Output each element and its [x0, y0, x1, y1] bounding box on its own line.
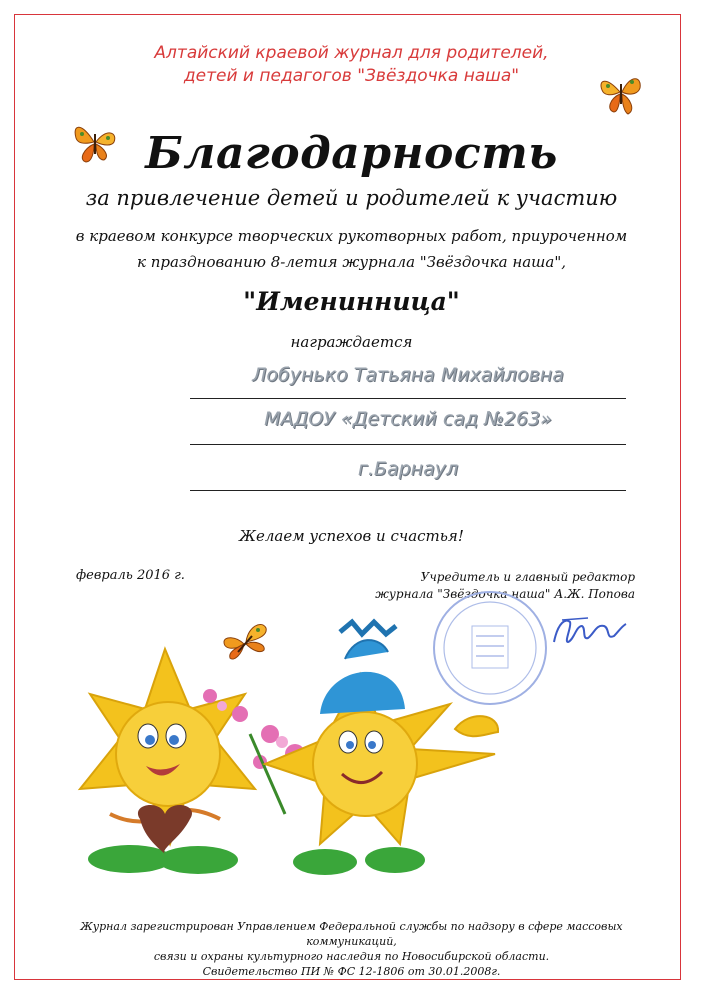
contest-description-line: в краевом конкурсе творческих рукотворных работ, приуроченном: [75, 227, 628, 245]
editor-line-2: журнала "Звёздочка наша" А.Ж. Попова: [375, 587, 635, 601]
footer-line-2: связи и охраны культурного наследия по Новосибирской области.: [153, 950, 550, 963]
contest-name: "Именинница": [243, 287, 460, 316]
organization-underline: [190, 444, 626, 445]
reason-line: за привлечение детей и родителей к участию: [85, 186, 618, 210]
butterfly-right-icon: [596, 70, 644, 118]
recipient-city: г.Барнаул: [357, 458, 459, 480]
editor-signature: [548, 612, 628, 652]
header-line-2: детей и педагогов "Звёздочка наша": [183, 66, 520, 86]
city-underline: [190, 490, 626, 491]
header-line-1: Алтайский краевой журнал для родителей,: [154, 43, 549, 63]
stars-illustration: [70, 614, 510, 879]
footer-line-1: Журнал зарегистрирован Управлением Федеральной службы по надзору в сфере массовых коммуникаций,: [80, 920, 623, 948]
recipient-name: Лобунько Татьяна Михайловна: [252, 364, 564, 386]
awarded-label: награждается: [290, 333, 413, 351]
recipient-organization: МАДОУ «Детский сад №263»: [264, 408, 552, 430]
footer-line-3: Свидетельство ПИ № ФС 12-1806 от 30.01.2008г.: [202, 965, 501, 978]
name-underline: [190, 398, 626, 399]
certificate-title: Благодарность: [145, 128, 558, 179]
issue-date: февраль 2016 г.: [76, 568, 185, 583]
registration-footer: [40, 919, 663, 979]
wish-text: Желаем успехов и счастья!: [239, 527, 464, 545]
anniversary-line: к празднованию 8-летия журнала "Звёздочка наша",: [137, 253, 566, 271]
editor-line-1: Учредитель и главный редактор: [420, 570, 635, 584]
